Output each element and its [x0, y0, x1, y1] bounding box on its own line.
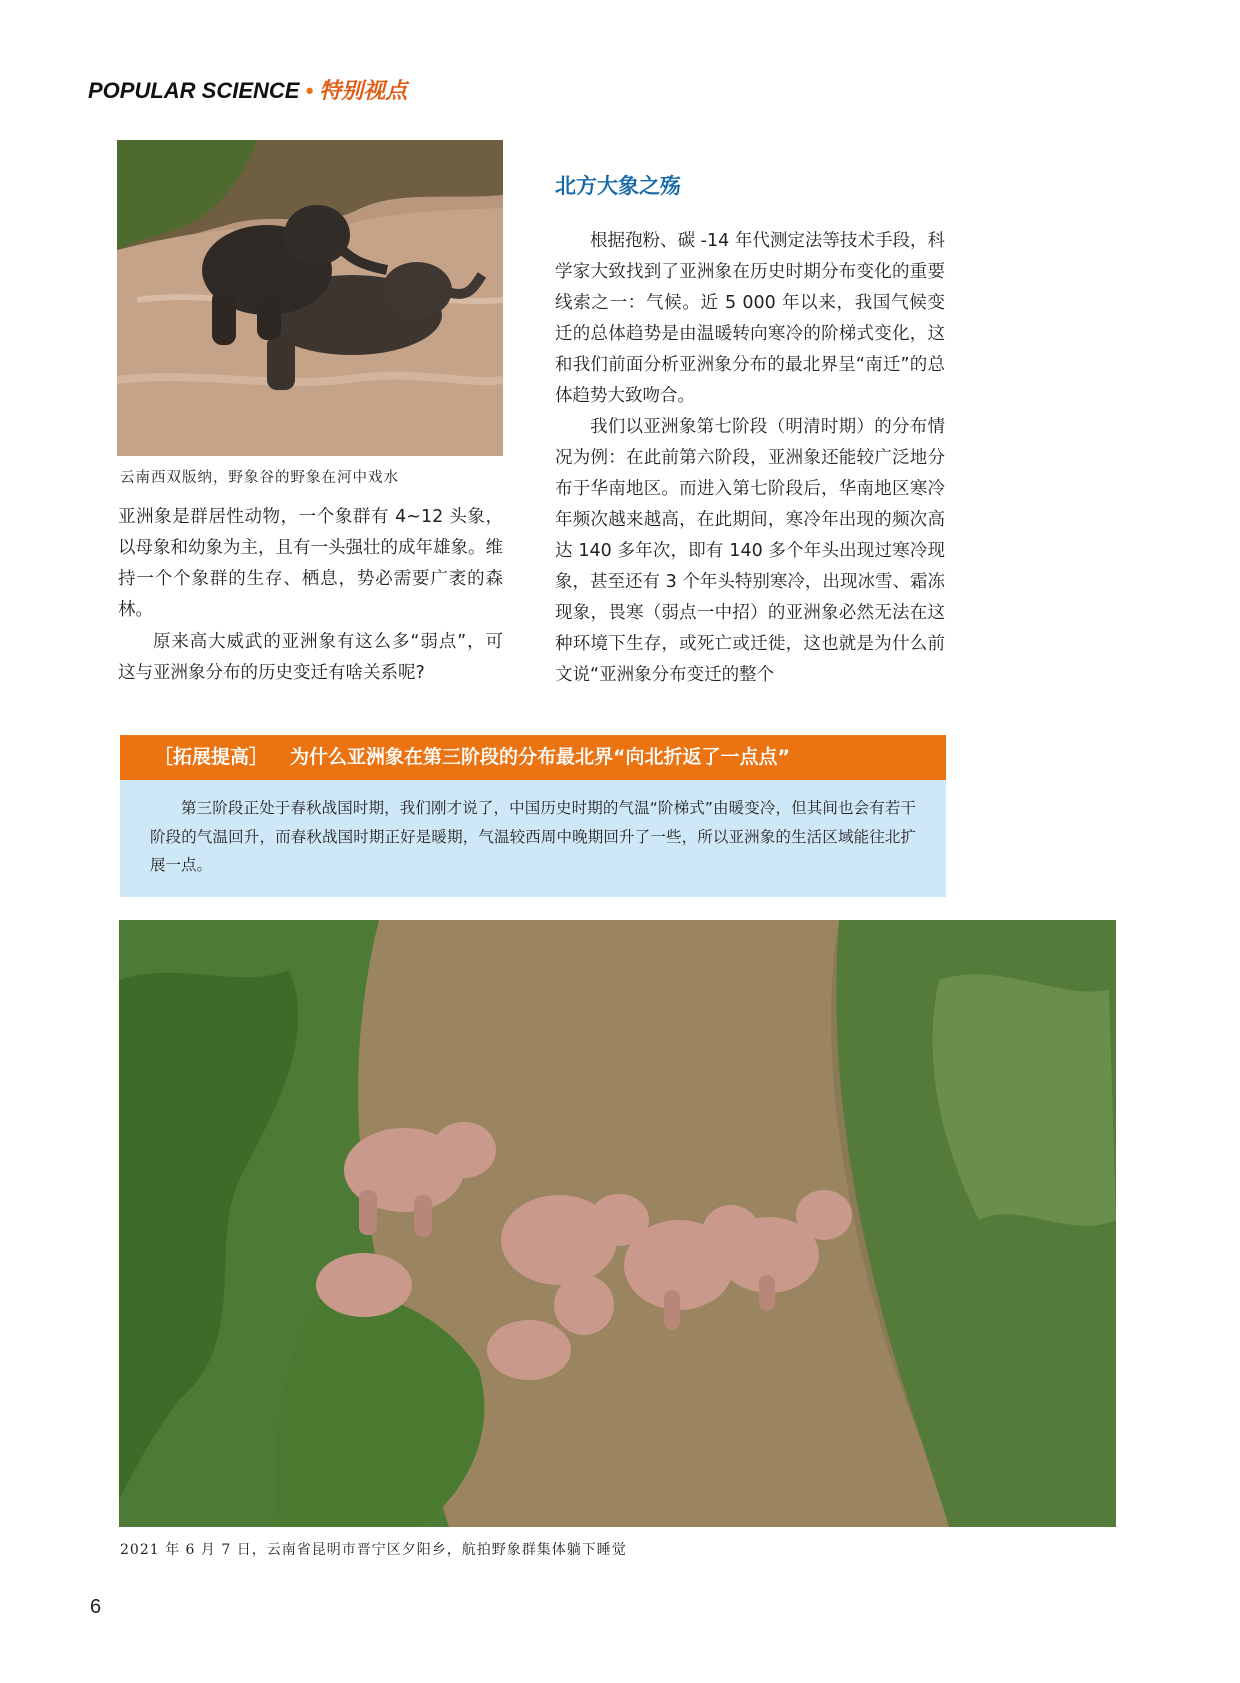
info-box-text: 第三阶段正处于春秋战国时期，我们刚才说了，中国历史时期的气温“阶梯式”由暖变冷，但其间也会有若干阶段的气温回升，而春秋战国时期正好是暖期，气温较西周中晚期回升了一些，所以亚洲象的生活区域能往北扩展一点。: [150, 799, 916, 874]
right-paragraph-1: 根据孢粉、碳 -14 年代测定法等技术手段，科学家大致找到了亚洲象在历史时期分布变化的重要线索之一：气候。近 5 000 年以来，我国气候变迁的总体趋势是由温暖转向寒冷的阶梯式变化，这和我们前面分析亚洲象分布的最北界呈“南迁”的总体趋势大致吻合。: [555, 231, 945, 406]
top-photo-caption: 云南西双版纳，野象谷的野象在河中戏水: [120, 470, 399, 486]
section-name: 特别视点: [319, 78, 408, 103]
aerial-herd-illustration: [119, 920, 1116, 1527]
river-elephants-illustration: [117, 140, 503, 456]
info-box-title-bar: [120, 735, 946, 780]
running-header: [88, 74, 407, 105]
header-separator: •: [305, 78, 314, 103]
river-elephants-photo: [117, 140, 503, 456]
bottom-photo-caption: 2021 年 6 月 7 日，云南省昆明市晋宁区夕阳乡，航拍野象群集体躺下睡觉: [120, 1542, 627, 1558]
left-paragraph-1: 亚洲象是群居性动物，一个象群有 4~12 头象，以母象和幼象为主，且有一头强壮的成年雄象。维持一个个象群的生存、栖息，势必需要广袤的森林。: [118, 507, 503, 620]
info-box-body: [120, 780, 946, 897]
magazine-name: POPULAR SCIENCE: [88, 78, 300, 103]
page-number: 6: [90, 1596, 102, 1618]
left-paragraph-2: 原来高大威武的亚洲象有这么多“弱点”，可这与亚洲象分布的历史变迁有啥关系呢?: [118, 632, 503, 683]
aerial-herd-photo: [119, 920, 1116, 1527]
info-box-tag: ［拓展提高］: [154, 746, 269, 768]
section-heading: 北方大象之殇: [555, 174, 681, 198]
info-box-title: 为什么亚洲象在第三阶段的分布最北界“向北折返了一点点”: [290, 746, 790, 768]
right-paragraph-2: 我们以亚洲象第七阶段（明清时期）的分布情况为例：在此前第六阶段，亚洲象还能较广泛地分布于华南地区。而进入第七阶段后，华南地区寒冷年频次越来越高，在此期间，寒冷年出现的频次高达 140 多年次，即有 140 多个年头出现过寒冷现象，甚至还有 3 个年头特别寒冷，出现冰雪、霜冻现象，畏寒（弱点一中招）的亚洲象必然无法在这种环境下生存，或死亡或迁徙，这也就是为什么前文说“亚洲象分布变迁的整个: [555, 417, 945, 685]
